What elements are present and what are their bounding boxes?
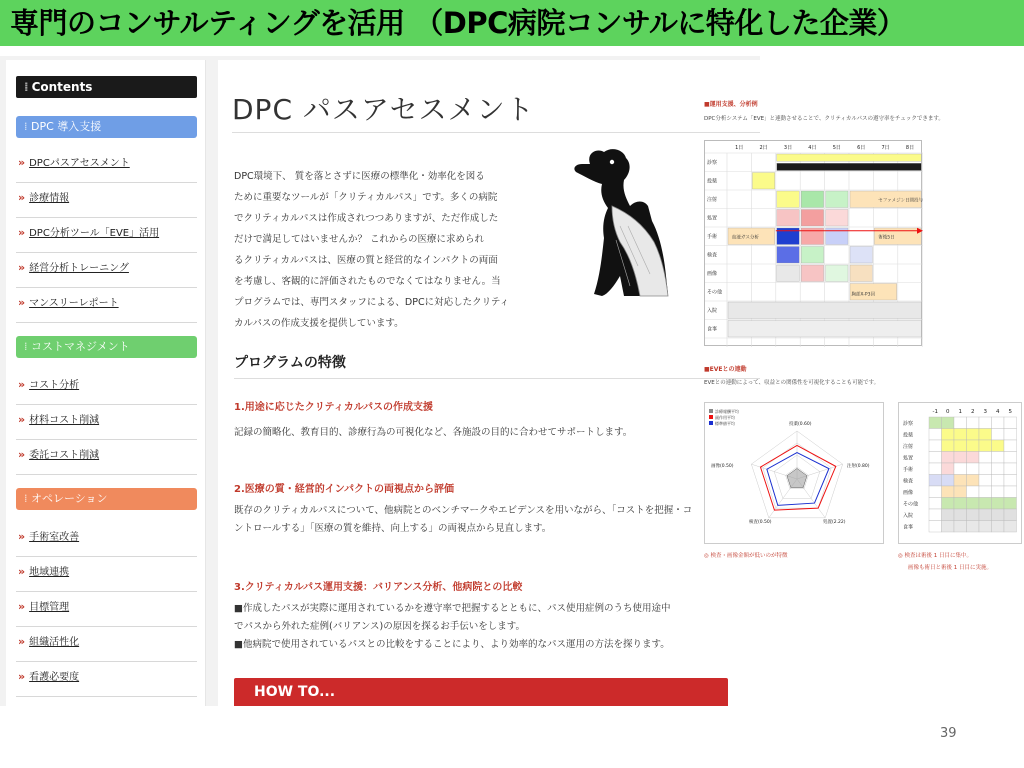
scale-cell	[967, 440, 980, 452]
chevron-right-icon: »	[18, 156, 26, 169]
schedule-cell	[850, 265, 872, 282]
scale-cell	[942, 498, 955, 510]
legend-swatch	[709, 421, 713, 425]
dog-illustration	[572, 146, 682, 301]
caption-right-1: ◎ 検査は術後 1 日目に集中。	[898, 553, 973, 559]
scale-cell	[929, 486, 942, 498]
schedule-cell	[777, 191, 799, 208]
scale-cell	[1004, 417, 1017, 429]
scale-cell	[954, 486, 967, 498]
feature-body-line: でパスから外れた症例(バリアンス)の原因を探るお手伝いをします。	[234, 621, 525, 632]
scale-cell	[992, 463, 1005, 475]
legend-swatch	[709, 409, 713, 413]
section-header[interactable]	[16, 116, 197, 138]
nav-link-label: 地域連携	[29, 567, 70, 578]
scale-cell	[942, 475, 955, 487]
intro-line: プログラムでは、専門スタッフによる、DPCに対応したクリティ	[234, 297, 510, 308]
scale-cell	[979, 429, 992, 441]
feature-body	[234, 502, 760, 538]
intro-text	[234, 166, 522, 334]
schedule-cell	[826, 265, 848, 282]
intro-line: るクリティカルパスは、医療の質と経営的なインパクトの両面	[234, 255, 498, 266]
chevron-right-icon: »	[18, 378, 26, 391]
scale-cell	[954, 463, 967, 475]
nav-link[interactable]	[16, 370, 197, 405]
chevron-right-icon: »	[18, 600, 26, 613]
grid-note: 胸部X-P3回	[851, 292, 876, 298]
scale-row-label: 診察	[903, 421, 914, 427]
scale-chart-svg	[899, 403, 1023, 545]
day-header: 5日	[832, 145, 841, 151]
nav-link-label: マンスリーレポート	[29, 298, 119, 309]
nav-link[interactable]	[16, 183, 197, 218]
nav-link[interactable]	[16, 557, 197, 592]
nav-link-label: 手術室改善	[29, 532, 80, 543]
scale-row-label: 投薬	[903, 432, 914, 439]
schedule-cell	[777, 154, 921, 161]
row-label: 手術	[707, 234, 718, 240]
howto-button[interactable]: HOW TO...	[234, 678, 728, 706]
scale-row-label: 手術	[903, 467, 914, 473]
scale-cell	[942, 463, 955, 475]
nav-link-label: コスト分析	[29, 380, 80, 391]
website-screenshot	[0, 56, 760, 706]
radar-chart-svg	[705, 403, 885, 545]
schedule-cell	[728, 321, 921, 338]
intro-line: ために重要なツールが「クリティカルパス」です。多くの病院	[234, 192, 498, 203]
scale-cell	[992, 509, 1005, 521]
nav-link-label: DPC分析ツール「EVE」活用	[29, 228, 160, 239]
scale-cell	[1004, 475, 1017, 487]
scale-cell	[967, 429, 980, 441]
scale-cell	[954, 475, 967, 487]
divider	[232, 132, 760, 133]
scale-chart	[898, 402, 1022, 544]
scale-cell	[979, 440, 992, 452]
scale-cell	[942, 521, 955, 533]
scale-row-label: 入院	[903, 513, 914, 519]
scale-row-label: その他	[903, 501, 919, 508]
scale-cell	[992, 452, 1005, 464]
nav-link[interactable]	[16, 148, 197, 183]
scale-cell	[1004, 429, 1017, 441]
section2-heading: ■EVEとの連動	[704, 366, 747, 373]
scale-header: 2	[971, 409, 975, 415]
scale-cell	[992, 440, 1005, 452]
nav-link[interactable]	[16, 627, 197, 662]
chevron-right-icon: »	[18, 670, 26, 683]
intro-line: カルパスの作成支援を提供しています。	[234, 318, 404, 329]
scale-cell	[954, 452, 967, 464]
scale-cell	[992, 417, 1005, 429]
row-label: 入院	[707, 308, 718, 314]
scale-cell	[979, 475, 992, 487]
scale-cell	[967, 463, 980, 475]
scale-cell	[967, 521, 980, 533]
row-label: その他	[707, 289, 723, 296]
legend-label: 標準値平均	[715, 421, 735, 426]
scale-cell	[942, 452, 955, 464]
scale-header: 4	[996, 409, 1000, 415]
page-title: DPC パスアセスメント	[232, 93, 535, 126]
scale-cell	[979, 452, 992, 464]
scale-cell	[979, 498, 992, 510]
chevron-right-icon: »	[18, 413, 26, 426]
scale-cell	[942, 417, 955, 429]
menu-grip-icon: ⁞	[24, 492, 31, 505]
scale-cell	[967, 498, 980, 510]
legend-label: 診療報酬平均	[715, 409, 739, 414]
legend-swatch	[709, 415, 713, 419]
scale-cell	[992, 429, 1005, 441]
scale-cell	[954, 498, 967, 510]
feature-body	[234, 600, 760, 654]
nav-link[interactable]	[16, 522, 197, 557]
nav-link[interactable]	[16, 218, 197, 253]
contents-header	[16, 76, 197, 98]
intro-line: でクリティカルパスは作成されつつありますが、ただ作成した	[234, 213, 499, 224]
feature-body-line: 既存のクリティカルパスについて、他病院とのベンチマークやエビデンスを用いながら、「コストを把握・コ	[234, 505, 693, 516]
schedule-cell	[777, 247, 799, 264]
row-label: 診察	[707, 160, 718, 166]
scale-cell	[979, 509, 992, 521]
scale-cell	[1004, 452, 1017, 464]
scale-cell	[979, 521, 992, 533]
grid-note: 術後5日	[878, 235, 895, 241]
slide-title: 専門のコンサルティングを活用 （DPC病院コンサルに特化した企業）	[0, 0, 1024, 46]
scale-cell	[942, 429, 955, 441]
scale-cell	[967, 486, 980, 498]
scale-cell	[929, 509, 942, 521]
row-label: 処置	[707, 215, 718, 222]
scale-cell	[929, 417, 942, 429]
feature-body-line: 記録の簡略化、教育目的、診療行為の可視化など、各施設の目的に合わせてサポートします。	[234, 427, 633, 438]
nav-link-label: 看護必要度	[29, 672, 80, 683]
scale-cell	[1004, 521, 1017, 533]
radar-chart	[704, 402, 884, 544]
scale-header: 5	[1008, 409, 1012, 415]
radar-axis-label: 画像(0.50)	[711, 464, 734, 469]
scale-cell	[967, 452, 980, 464]
scale-header: 0	[946, 409, 950, 415]
scale-cell	[979, 417, 992, 429]
scale-row-label: 検査	[903, 478, 914, 485]
scale-cell	[967, 417, 980, 429]
section-label: コストマネジメント	[31, 340, 130, 353]
feature-body-line: ■作成したパスが実際に運用されているかを遵守率で把握するとともに、パス使用症例のうち使用途中	[234, 603, 671, 614]
grid-note: 血液ガス分析	[731, 235, 759, 241]
chevron-right-icon: »	[18, 226, 26, 239]
row-label: 検査	[707, 252, 718, 259]
scale-cell	[992, 486, 1005, 498]
scale-cell	[929, 498, 942, 510]
nav-link-label: 委託コスト削減	[29, 450, 100, 461]
scale-cell	[967, 509, 980, 521]
radar-axis-label: 処置(2.22)	[823, 520, 846, 525]
scale-row-label: 処置	[903, 455, 914, 462]
page-number: 39	[940, 726, 957, 741]
legend-label: 副作用平均	[715, 415, 735, 420]
section-label: オペレーション	[31, 492, 108, 505]
schedule-cell	[801, 191, 823, 208]
scale-row-label: 食事	[903, 524, 914, 531]
chevron-right-icon: »	[18, 530, 26, 543]
chevron-right-icon: »	[18, 191, 26, 204]
row-label: 注射	[707, 197, 718, 203]
schedule-cell	[801, 210, 823, 227]
scale-cell	[942, 440, 955, 452]
nav-link[interactable]	[16, 592, 197, 627]
scale-cell	[929, 521, 942, 533]
nav-link-label: DPCパスアセスメント	[29, 158, 130, 169]
intro-line: だけで満足してはいませんか？ これからの医療に求められ	[234, 234, 485, 245]
feature-body-line: ントロールする」「医療の質を維持、向上する」の両視点から見直します。	[234, 523, 552, 534]
feature-body	[234, 424, 760, 442]
nav-link[interactable]	[16, 288, 197, 323]
scale-cell	[942, 486, 955, 498]
caption-right-2: 画像も術日と術後 1 日目に実施。	[908, 565, 992, 571]
schedule-cell	[777, 265, 799, 282]
section1-heading: ■運用支援、分析例	[704, 101, 758, 108]
feature-heading: 3.クリティカルパス運用支援：バリアンス分析、他病院との比較	[234, 582, 523, 593]
scale-header: 1	[958, 409, 962, 415]
feature-heading: 1.用途に応じたクリティカルパスの作成支援	[234, 402, 434, 413]
scale-cell	[929, 463, 942, 475]
scale-cell	[1004, 440, 1017, 452]
menu-grip-icon: ⁞	[24, 340, 31, 353]
nav-link[interactable]	[16, 662, 197, 697]
scale-cell	[992, 521, 1005, 533]
scale-cell	[954, 429, 967, 441]
scale-cell	[929, 440, 942, 452]
sidebar	[6, 60, 206, 706]
scale-cell	[1004, 498, 1017, 510]
chevron-right-icon: »	[18, 565, 26, 578]
nav-link-label: 目標管理	[29, 602, 70, 613]
scale-cell	[1004, 486, 1017, 498]
section-label: DPC 導入支援	[31, 120, 102, 133]
day-header: 8日	[905, 145, 915, 151]
schedule-cell	[777, 163, 921, 170]
scale-cell	[979, 486, 992, 498]
section1-subtext: DPC分析システム「EVE」と連動させることで、クリティカルパスの遵守率をチェックできます。	[704, 116, 944, 122]
chevron-right-icon: »	[18, 261, 26, 274]
scale-cell	[929, 452, 942, 464]
scale-header: 3	[983, 409, 987, 415]
grid-note: セファメジン日間投与	[878, 198, 923, 204]
schedule-cell	[777, 210, 799, 227]
nav-link-label: 経営分析トレーニング	[29, 263, 129, 274]
scale-cell	[929, 475, 942, 487]
scale-header: -1	[932, 409, 938, 415]
scale-cell	[992, 498, 1005, 510]
scale-cell	[967, 475, 980, 487]
nav-link-label: 材料コスト削減	[29, 415, 100, 426]
main-content	[218, 60, 760, 706]
schedule-cell	[850, 247, 872, 264]
nav-link-label: 組織活性化	[29, 637, 80, 648]
radar-area	[787, 468, 807, 487]
scale-cell	[1004, 463, 1017, 475]
scale-cell	[979, 463, 992, 475]
schedule-cell	[826, 191, 848, 208]
section-header[interactable]	[16, 336, 197, 358]
day-header: 6日	[857, 145, 866, 151]
scale-row-label: 画像	[903, 490, 914, 496]
nav-link[interactable]	[16, 253, 197, 288]
day-header: 3日	[783, 145, 793, 151]
menu-grip-icon: ⁞	[24, 120, 31, 133]
day-header: 4日	[808, 145, 817, 151]
chevron-right-icon: »	[18, 635, 26, 648]
chevron-right-icon: »	[18, 296, 26, 309]
pathway-grid-svg	[705, 141, 923, 347]
divider	[234, 378, 760, 379]
scale-cell	[954, 509, 967, 521]
caption-left: ◎ 検査・画像金額が低いのが特徴	[704, 553, 788, 559]
scale-cell	[992, 475, 1005, 487]
day-header: 7日	[881, 145, 890, 151]
day-header: 1日	[735, 145, 744, 151]
feature-heading: 2.医療の質・経営的インパクトの両視点から評価	[234, 484, 455, 495]
nav-link[interactable]	[16, 405, 197, 440]
feature-body-line: ■他病院で使用されているパスとの比較をすることにより、より効率的なパス運用の方法を探ります。	[234, 639, 670, 650]
radar-axis-label: 投薬(0.60)	[789, 422, 812, 427]
scale-cell	[954, 440, 967, 452]
scale-cell	[1004, 509, 1017, 521]
intro-line: を考慮し、客観的に評価されたものでなくてはなりません。当	[234, 276, 501, 287]
intro-line: DPC環境下、 質を落とさずに医療の標準化・効率化を図る	[234, 171, 485, 182]
schedule-cell	[752, 173, 774, 190]
chevron-right-icon: »	[18, 448, 26, 461]
schedule-cell	[801, 247, 823, 264]
scale-cell	[942, 509, 955, 521]
schedule-cell	[728, 302, 921, 319]
scale-row-label: 注射	[903, 444, 914, 450]
schedule-cell	[826, 210, 848, 227]
nav-link-label: 診療情報	[29, 193, 70, 204]
scale-cell	[929, 429, 942, 441]
section-header[interactable]	[16, 488, 197, 510]
scale-cell	[954, 417, 967, 429]
radar-axis-label: 注射(0.80)	[847, 464, 870, 469]
day-header: 2日	[759, 145, 768, 151]
features-title: プログラムの特徴	[234, 355, 346, 371]
nav-link[interactable]	[16, 440, 197, 475]
row-label: 画像	[707, 271, 718, 277]
schedule-cell	[801, 265, 823, 282]
contents-label: Contents	[31, 80, 93, 94]
row-label: 投薬	[707, 178, 718, 185]
scale-cell	[954, 521, 967, 533]
pathway-grid	[704, 140, 922, 346]
menu-grip-icon: ⁞	[24, 80, 29, 94]
row-label: 食事	[707, 326, 718, 333]
radar-axis-label: 検査(0.50)	[749, 520, 772, 525]
section2-subtext: EVEとの連動によって、収益との関係性を可視化することも可能です。	[704, 380, 880, 386]
